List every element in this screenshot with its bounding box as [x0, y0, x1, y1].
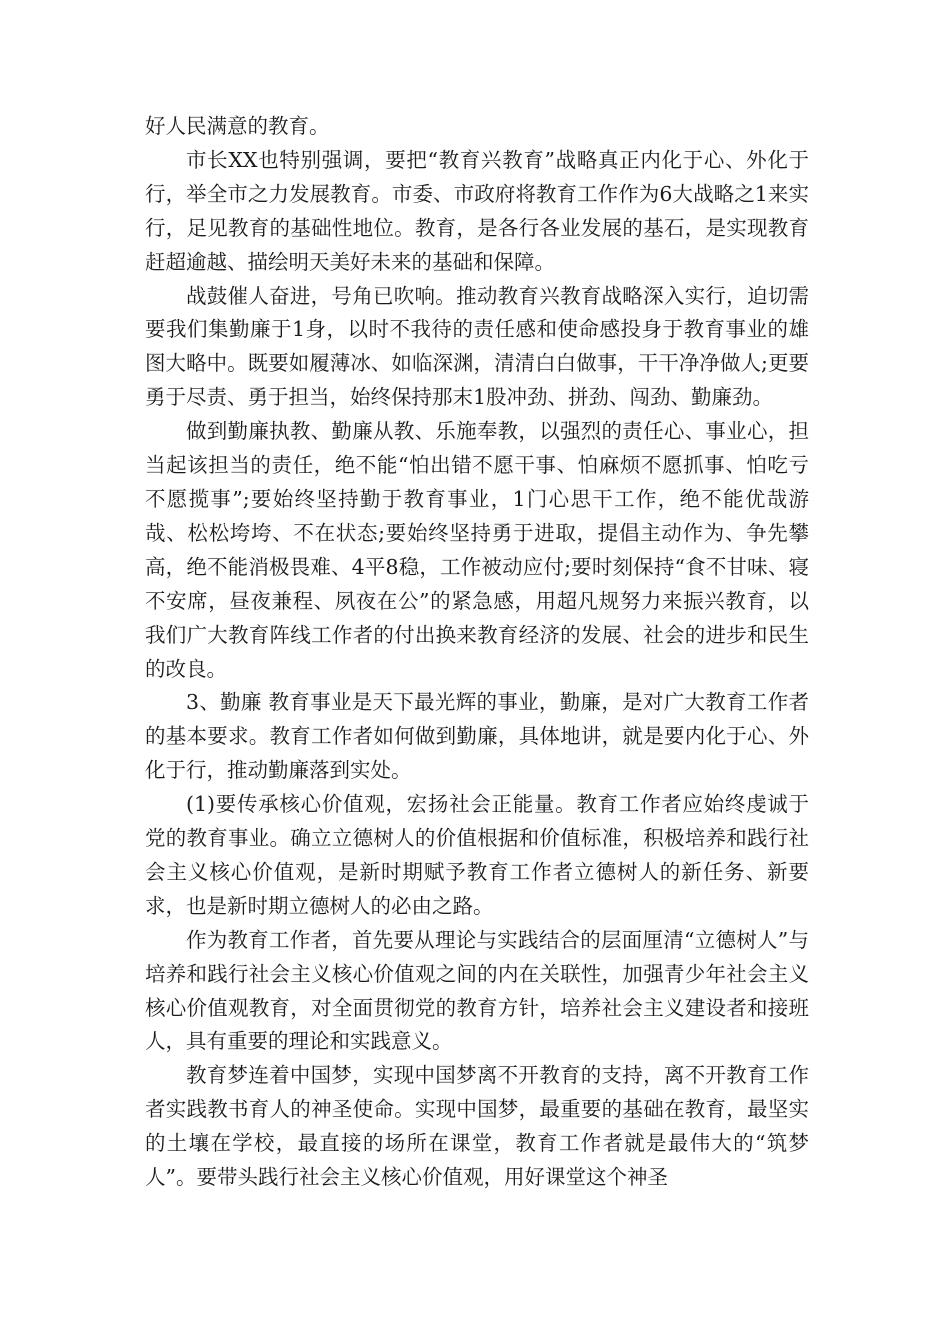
paragraph-continuation: 好人民满意的教育。 — [145, 114, 330, 138]
paragraph-education-dream: 教育梦连着中国梦，实现中国梦离不开教育的支持，离不开教育工作者实践教书育人的神圣使命。实现中国梦，最重要的基础在教育，最坚实的土壤在学校，最直接的场所在课堂，教育工作者就是最伟大的“筑梦人”。要带头践行社会主义核心价值观，用好课堂这个神圣 — [145, 1063, 809, 1190]
paragraph-educators-role: 作为教育工作者，首先要从理论与实践结合的层面厘清“立德树人”与培养和践行社会主义核心价值观之间的内在关联性，加强青少年社会主义核心价值观教育，对全面贯彻党的教育方针，培养社会主义建设者和接班人，具有重要的理论和实践意义。 — [145, 927, 809, 1054]
paragraph-mayor-emphasis: 市长XX也特别强调，要把“教育兴教育”战略真正内化于心、外化于行，举全市之力发展教育。市委、市政府将教育工作作为6大战略之1来实行，足见教育的基础性地位。教育，是各行各业发展的基石，是实现教育赶超逾越、描绘明天美好未来的基础和保障。 — [145, 147, 809, 274]
paragraph-war-drum: 战鼓催人奋进，号角已吹响。推动教育兴教育战略深入实行，迫切需要我们集勤廉于1身，以时不我待的责任感和使命感投身于教育事业的雄图大略中。既要如履薄冰、如临深渊，清清白白做事，干干净净做人;更要勇于尽责、勇于担当，始终保持那末1股冲劲、拼劲、闯劲、勤廉劲。 — [145, 283, 809, 410]
paragraph-section-3-diligence: 3、勤廉 教育事业是天下最光辉的事业，勤廉，是对广大教育工作者的基本要求。教育工作者如何做到勤廉，具体地讲，就是要内化于心、外化于行，推动勤廉落到实处。 — [145, 690, 809, 783]
document-body — [145, 110, 809, 1195]
paragraph-diligent-teaching: 做到勤廉执教、勤廉从教、乐施奉教，以强烈的责任心、事业心，担当起该担当的责任，绝不能“怕出错不愿干事、怕麻烦不愿抓事、怕吃亏不愿揽事”;要始终坚持勤于教育事业，1门心思干工作，绝不能优哉游哉、松松垮垮、不在状态;要始终坚持勇于进取，提倡主动作为、争先攀高，绝不能消极畏难、4平8稳，工作被动应付;要时刻保持“食不甘味、寝不安席，昼夜兼程、夙夜在公”的紧急感，用超凡规努力来振兴教育，以我们广大教育阵线工作者的付出换来教育经济的发展、社会的进步和民生的改良。 — [145, 419, 809, 681]
paragraph-core-values: (1)要传承核心价值观，宏扬社会正能量。教育工作者应始终虔诚于党的教育事业。确立立德树人的价值根据和价值标准，积极培养和践行社会主义核心价值观，是新时期赋予教育工作者立德树人的新任务、新要求，也是新时期立德树人的必由之路。 — [145, 792, 809, 918]
